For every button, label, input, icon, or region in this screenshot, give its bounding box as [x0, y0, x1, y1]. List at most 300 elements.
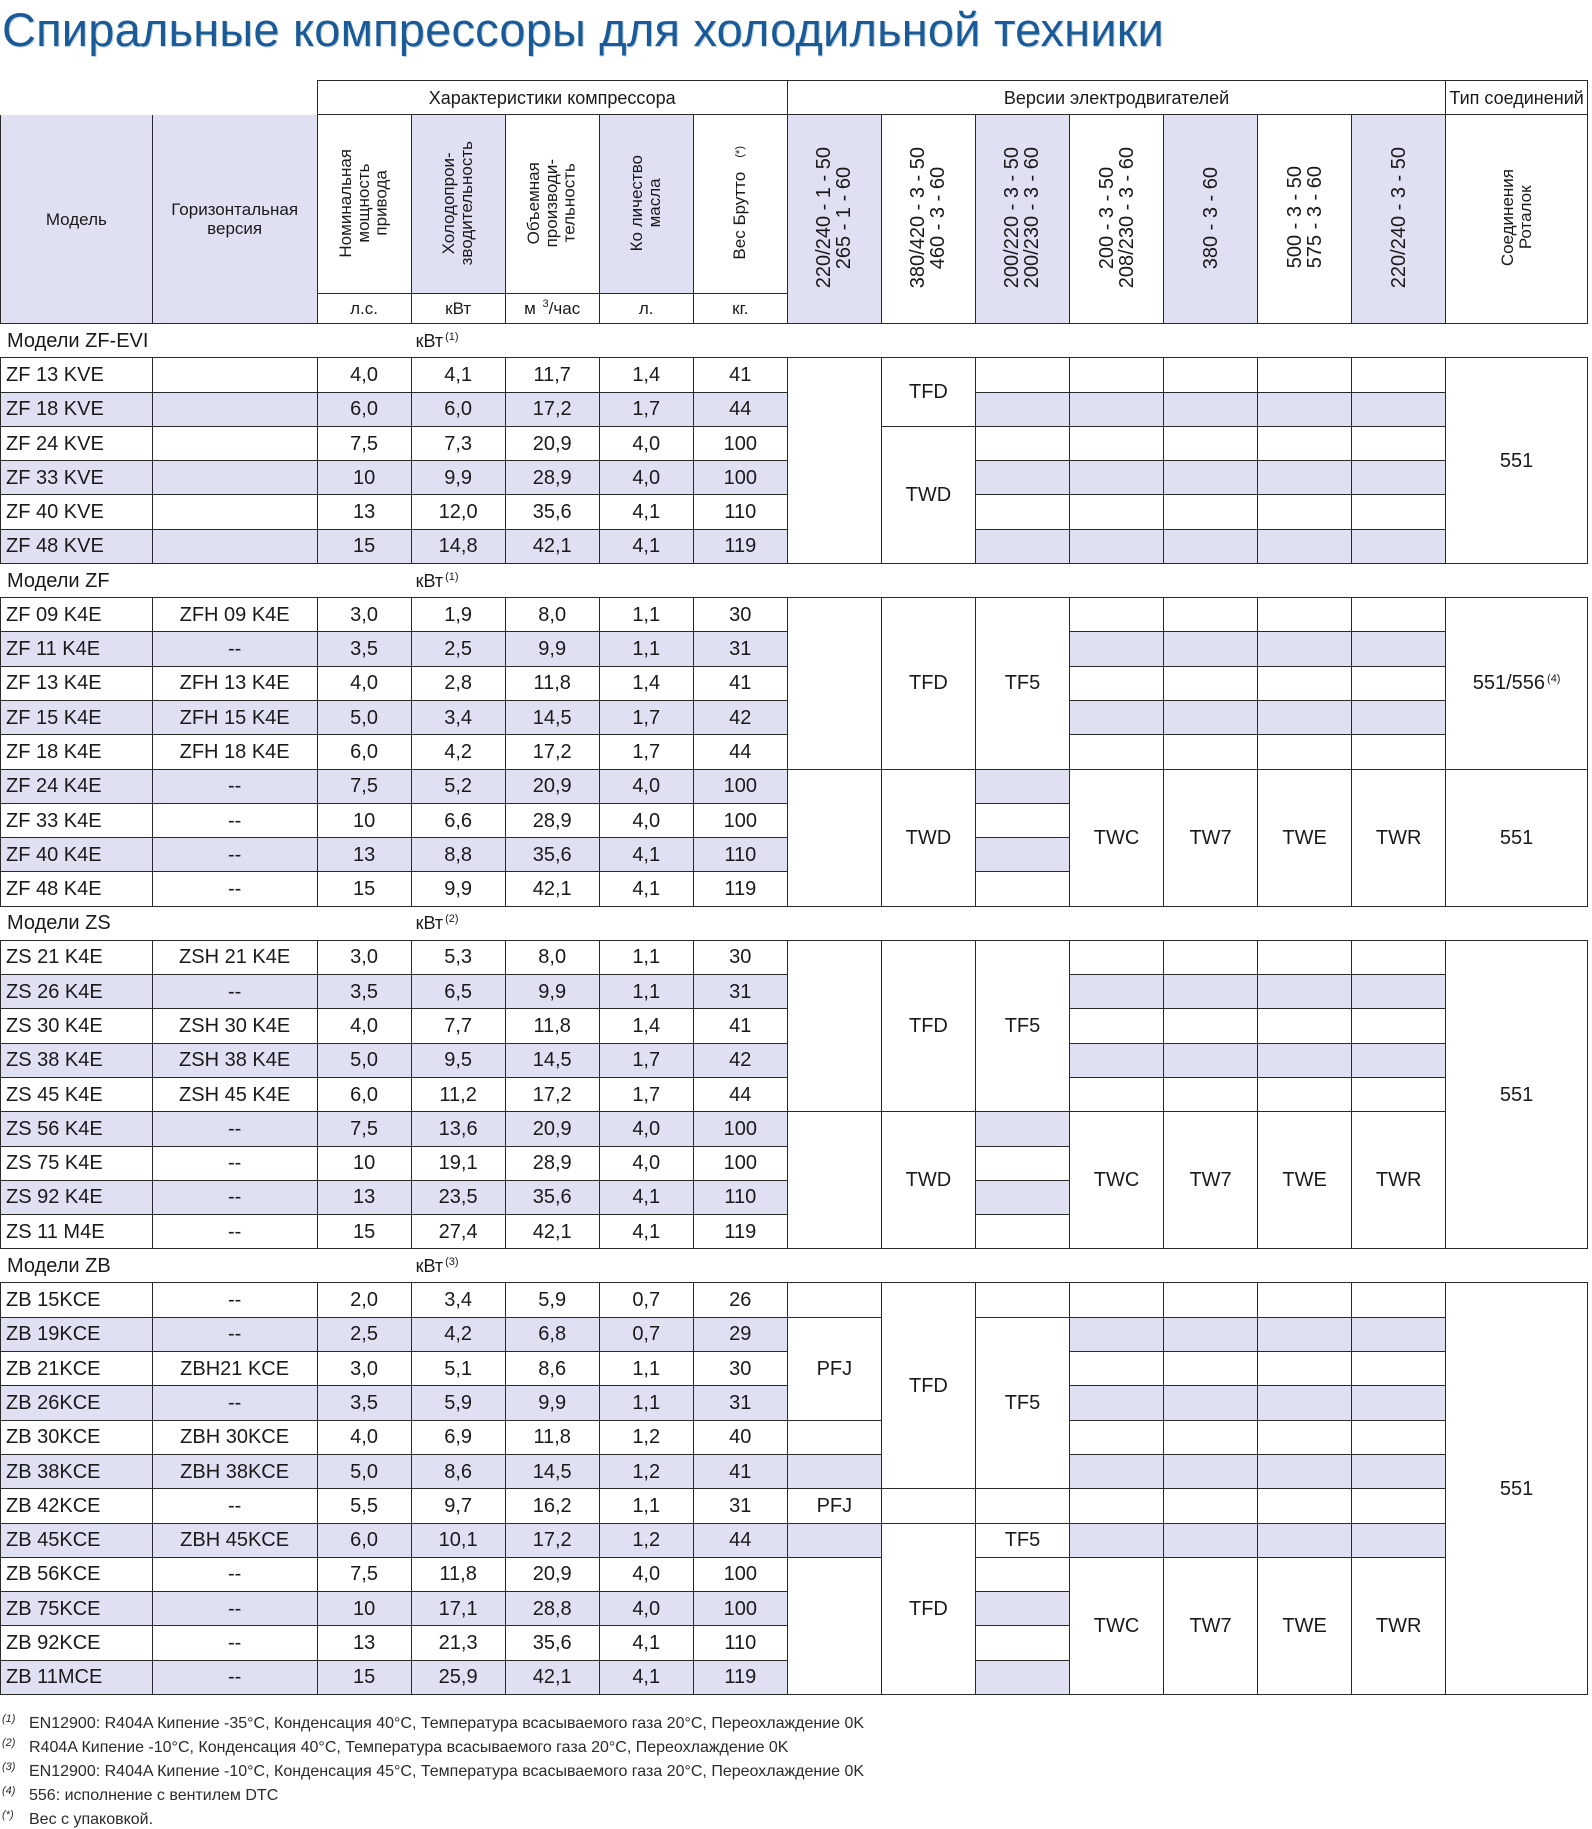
power-cell: 10: [317, 1146, 411, 1180]
section-header-zf: [1, 564, 1588, 598]
section-title: Модели ZF: [1, 564, 318, 598]
horizontal-cell: ZFH 09 K4E: [152, 598, 317, 632]
displacement-cell: 11,8: [505, 1009, 599, 1043]
header-motor-1: 220/240 - 1 - 50 265 - 1 - 60: [787, 115, 881, 324]
model-cell: ZF 13 KVE: [1, 358, 153, 392]
oil-cell: 4,0: [599, 1592, 693, 1626]
weight-cell: 44: [693, 1523, 787, 1557]
model-cell: ZB 30KCE: [1, 1420, 153, 1454]
model-cell: ZS 56 K4E: [1, 1112, 153, 1146]
weight-cell: 110: [693, 1180, 787, 1214]
displacement-cell: 42,1: [505, 1215, 599, 1249]
displacement-cell: 14,5: [505, 1043, 599, 1077]
power-cell: 2,5: [317, 1317, 411, 1351]
connection-cell: 551/556 $^{(4)}$: [1446, 598, 1588, 769]
version-cell: TWC: [1070, 1112, 1164, 1249]
horizontal-cell: ZBH21 KCE: [152, 1352, 317, 1386]
displacement-cell: 14,5: [505, 1454, 599, 1488]
header-displacement: Объемная производи- тельность: [505, 115, 599, 294]
horizontal-cell: ZBH 30KCE: [152, 1420, 317, 1454]
footnote: [2, 1785, 278, 1805]
displacement-cell: 42,1: [505, 529, 599, 563]
section-title: Модели ZS: [1, 906, 318, 940]
oil-cell: 1,2: [599, 1454, 693, 1488]
power-cell: 7,5: [317, 769, 411, 803]
oil-cell: 1,1: [599, 1352, 693, 1386]
displacement-cell: 8,0: [505, 598, 599, 632]
table-row: [1, 1557, 1588, 1591]
weight-cell: 30: [693, 940, 787, 974]
oil-cell: 1,7: [599, 700, 693, 734]
weight-cell: 41: [693, 358, 787, 392]
horizontal-cell: [152, 461, 317, 495]
oil-cell: 4,1: [599, 495, 693, 529]
version-cell: TWC: [1070, 1557, 1164, 1694]
model-cell: ZB 26KCE: [1, 1386, 153, 1420]
displacement-cell: 28,9: [505, 803, 599, 837]
weight-cell: 110: [693, 495, 787, 529]
model-cell: ZF 33 KVE: [1, 461, 153, 495]
displacement-cell: 5,9: [505, 1283, 599, 1317]
unit-displacement: м $^3$/час: [505, 294, 599, 324]
capacity-cell: 9,9: [411, 872, 505, 906]
capacity-cell: 5,1: [411, 1352, 505, 1386]
displacement-cell: 20,9: [505, 769, 599, 803]
weight-cell: 119: [693, 529, 787, 563]
horizontal-cell: [152, 426, 317, 460]
capacity-cell: 10,1: [411, 1523, 505, 1557]
header-motor-6: 500 - 3 - 50 575 - 3 - 60: [1258, 115, 1352, 324]
model-cell: ZS 38 K4E: [1, 1043, 153, 1077]
power-cell: 3,0: [317, 598, 411, 632]
capacity-cell: 14,8: [411, 529, 505, 563]
capacity-cell: 6,5: [411, 975, 505, 1009]
model-cell: ZS 30 K4E: [1, 1009, 153, 1043]
power-cell: 3,0: [317, 1352, 411, 1386]
section-unit: кВт $^{(2)}$: [317, 906, 787, 940]
version-cell: TWD: [881, 1112, 975, 1249]
capacity-cell: 5,9: [411, 1386, 505, 1420]
section-unit: кВт $^{(3)}$: [317, 1249, 787, 1283]
section-title: Модели ZB: [1, 1249, 318, 1283]
horizontal-cell: --: [152, 1386, 317, 1420]
capacity-cell: 9,7: [411, 1489, 505, 1523]
power-cell: 6,0: [317, 1077, 411, 1111]
unit-power: л.с.: [317, 294, 411, 324]
weight-cell: 100: [693, 803, 787, 837]
capacity-cell: 4,2: [411, 735, 505, 769]
displacement-cell: 17,2: [505, 1523, 599, 1557]
displacement-cell: 35,6: [505, 1626, 599, 1660]
power-cell: 6,0: [317, 735, 411, 769]
oil-cell: 4,0: [599, 803, 693, 837]
horizontal-cell: ZBH 45KCE: [152, 1523, 317, 1557]
power-cell: 4,0: [317, 1009, 411, 1043]
model-cell: ZF 33 K4E: [1, 803, 153, 837]
oil-cell: 4,0: [599, 461, 693, 495]
power-cell: 13: [317, 1626, 411, 1660]
version-cell: TF5: [975, 1317, 1069, 1488]
weight-cell: 41: [693, 1009, 787, 1043]
oil-cell: 4,1: [599, 1215, 693, 1249]
capacity-cell: 2,8: [411, 666, 505, 700]
power-cell: 6,0: [317, 392, 411, 426]
capacity-cell: 3,4: [411, 700, 505, 734]
model-cell: ZB 15KCE: [1, 1283, 153, 1317]
horizontal-cell: --: [152, 632, 317, 666]
horizontal-cell: --: [152, 1626, 317, 1660]
weight-cell: 100: [693, 461, 787, 495]
footnote: [2, 1713, 864, 1733]
horizontal-cell: --: [152, 1317, 317, 1351]
horizontal-cell: --: [152, 1489, 317, 1523]
power-cell: 7,5: [317, 1112, 411, 1146]
version-cell: TWD: [881, 769, 975, 906]
model-cell: ZB 11MCE: [1, 1660, 153, 1694]
version-cell: TWD: [881, 426, 975, 563]
displacement-cell: 28,9: [505, 461, 599, 495]
model-cell: ZF 48 K4E: [1, 872, 153, 906]
model-cell: ZF 24 K4E: [1, 769, 153, 803]
power-cell: 3,5: [317, 1386, 411, 1420]
horizontal-cell: ZSH 21 K4E: [152, 940, 317, 974]
oil-cell: 1,1: [599, 632, 693, 666]
horizontal-cell: ZSH 45 K4E: [152, 1077, 317, 1111]
table-row: [1, 1489, 1588, 1523]
capacity-cell: 17,1: [411, 1592, 505, 1626]
footnote-text: 556: исполнение с вентилем DTC: [29, 1786, 279, 1804]
weight-cell: 100: [693, 1592, 787, 1626]
model-cell: ZF 18 KVE: [1, 392, 153, 426]
header-model: Модель: [1, 115, 153, 324]
displacement-cell: 14,5: [505, 700, 599, 734]
table-row: [1, 1317, 1588, 1351]
displacement-cell: 28,8: [505, 1592, 599, 1626]
weight-cell: 26: [693, 1283, 787, 1317]
power-cell: 13: [317, 1180, 411, 1214]
displacement-cell: 9,9: [505, 1386, 599, 1420]
version-cell: TW7: [1164, 1112, 1258, 1249]
oil-cell: 1,7: [599, 735, 693, 769]
weight-cell: 31: [693, 1489, 787, 1523]
horizontal-cell: --: [152, 1557, 317, 1591]
power-cell: 15: [317, 1660, 411, 1694]
power-cell: 15: [317, 529, 411, 563]
version-cell: TFD: [881, 598, 975, 769]
power-cell: 10: [317, 803, 411, 837]
version-cell: PFJ: [787, 1489, 881, 1523]
power-cell: 3,5: [317, 632, 411, 666]
oil-cell: 1,7: [599, 1043, 693, 1077]
power-cell: 10: [317, 1592, 411, 1626]
header-motor-4: 200 - 3 - 50 208/230 - 3 - 60: [1070, 115, 1164, 324]
power-cell: 5,0: [317, 700, 411, 734]
version-cell: TWR: [1352, 1112, 1446, 1249]
weight-cell: 100: [693, 1112, 787, 1146]
oil-cell: 4,0: [599, 769, 693, 803]
footnote-mark: (2): [2, 1736, 16, 1749]
weight-cell: 110: [693, 1626, 787, 1660]
section-header-zs: [1, 906, 1588, 940]
capacity-cell: 25,9: [411, 1660, 505, 1694]
displacement-cell: 8,6: [505, 1352, 599, 1386]
page-title: Спиральные компрессоры для холодильной техники: [2, 3, 1165, 56]
compressor-table: [0, 80, 1588, 1695]
power-cell: 2,0: [317, 1283, 411, 1317]
capacity-cell: 21,3: [411, 1626, 505, 1660]
oil-cell: 4,1: [599, 1660, 693, 1694]
horizontal-cell: --: [152, 1215, 317, 1249]
model-cell: ZS 45 K4E: [1, 1077, 153, 1111]
version-cell: TW7: [1164, 1557, 1258, 1694]
oil-cell: 4,0: [599, 1146, 693, 1180]
weight-cell: 44: [693, 735, 787, 769]
header-connection: Соединения Роталок: [1446, 115, 1588, 324]
displacement-cell: 16,2: [505, 1489, 599, 1523]
version-cell: TFD: [881, 940, 975, 1111]
model-cell: ZB 19KCE: [1, 1317, 153, 1351]
capacity-cell: 19,1: [411, 1146, 505, 1180]
group-connection-type: Тип соединений: [1446, 81, 1588, 115]
model-cell: ZB 75KCE: [1, 1592, 153, 1626]
power-cell: 7,5: [317, 426, 411, 460]
power-cell: 15: [317, 1215, 411, 1249]
power-cell: 4,0: [317, 1420, 411, 1454]
unit-weight: кг.: [693, 294, 787, 324]
horizontal-cell: ZBH 38KCE: [152, 1454, 317, 1488]
footnote: [2, 1761, 864, 1781]
weight-cell: 31: [693, 975, 787, 1009]
power-cell: 6,0: [317, 1523, 411, 1557]
capacity-cell: 8,6: [411, 1454, 505, 1488]
oil-cell: 1,1: [599, 598, 693, 632]
table-row: [1, 1454, 1588, 1488]
displacement-cell: 20,9: [505, 1557, 599, 1591]
weight-cell: 100: [693, 1557, 787, 1591]
section-header-zb: [1, 1249, 1588, 1283]
model-cell: ZB 21KCE: [1, 1352, 153, 1386]
capacity-cell: 7,7: [411, 1009, 505, 1043]
capacity-cell: 3,4: [411, 1283, 505, 1317]
header-motor-5: 380 - 3 - 60: [1164, 115, 1258, 324]
model-cell: ZS 11 M4E: [1, 1215, 153, 1249]
header-motor-7: 220/240 - 3 - 50: [1352, 115, 1446, 324]
model-cell: ZF 11 K4E: [1, 632, 153, 666]
oil-cell: 0,7: [599, 1283, 693, 1317]
model-cell: ZB 45KCE: [1, 1523, 153, 1557]
oil-cell: 1,1: [599, 975, 693, 1009]
version-cell: TF5: [975, 940, 1069, 1111]
oil-cell: 1,4: [599, 358, 693, 392]
capacity-cell: 7,3: [411, 426, 505, 460]
model-cell: ZF 09 K4E: [1, 598, 153, 632]
capacity-cell: 1,9: [411, 598, 505, 632]
connection-cell: 551: [1446, 769, 1588, 906]
capacity-cell: 5,3: [411, 940, 505, 974]
oil-cell: 4,0: [599, 426, 693, 460]
displacement-cell: 20,9: [505, 1112, 599, 1146]
oil-cell: 1,1: [599, 940, 693, 974]
capacity-cell: 11,2: [411, 1077, 505, 1111]
power-cell: 13: [317, 495, 411, 529]
group-characteristics: Характеристики компрессора: [317, 81, 787, 115]
table-row: [1, 1283, 1588, 1317]
capacity-cell: 13,6: [411, 1112, 505, 1146]
table-row: [1, 1112, 1588, 1146]
weight-cell: 30: [693, 598, 787, 632]
model-cell: ZF 40 KVE: [1, 495, 153, 529]
version-cell: TWR: [1352, 1557, 1446, 1694]
header-oil: Ко личество масла: [599, 115, 693, 294]
horizontal-cell: ZFH 18 K4E: [152, 735, 317, 769]
model-cell: ZS 92 K4E: [1, 1180, 153, 1214]
weight-cell: 100: [693, 1146, 787, 1180]
oil-cell: 1,7: [599, 1077, 693, 1111]
capacity-cell: 6,6: [411, 803, 505, 837]
capacity-cell: 11,8: [411, 1557, 505, 1591]
capacity-cell: 12,0: [411, 495, 505, 529]
footnote-text: R404A Кипение -10°C, Конденсация 40°C, Температура всасываемого газа 20°C, Переохлаждение 0K: [29, 1738, 789, 1756]
power-cell: 3,5: [317, 975, 411, 1009]
weight-cell: 100: [693, 769, 787, 803]
power-cell: 10: [317, 461, 411, 495]
oil-cell: 4,1: [599, 872, 693, 906]
horizontal-cell: --: [152, 975, 317, 1009]
weight-cell: 41: [693, 1454, 787, 1488]
displacement-cell: 35,6: [505, 1180, 599, 1214]
displacement-cell: 42,1: [505, 872, 599, 906]
table-row: [1, 940, 1588, 974]
header-power: Номинальная мощность привода: [317, 115, 411, 294]
power-cell: 15: [317, 872, 411, 906]
model-cell: ZB 56KCE: [1, 1557, 153, 1591]
footnote: [2, 1809, 153, 1829]
oil-cell: 1,4: [599, 1009, 693, 1043]
power-cell: 4,0: [317, 666, 411, 700]
unit-capacity: кВт: [411, 294, 505, 324]
horizontal-cell: ZFH 13 K4E: [152, 666, 317, 700]
oil-cell: 1,2: [599, 1523, 693, 1557]
horizontal-cell: --: [152, 1112, 317, 1146]
model-cell: ZF 15 K4E: [1, 700, 153, 734]
weight-cell: 41: [693, 666, 787, 700]
horizontal-cell: --: [152, 1180, 317, 1214]
displacement-cell: 6,8: [505, 1317, 599, 1351]
displacement-cell: 8,0: [505, 940, 599, 974]
footnote-mark: (3): [2, 1760, 16, 1773]
oil-cell: 4,1: [599, 529, 693, 563]
table-row: [1, 1523, 1588, 1557]
capacity-cell: 4,1: [411, 358, 505, 392]
oil-cell: 0,7: [599, 1317, 693, 1351]
version-cell: TF5: [975, 598, 1069, 769]
version-cell: TF5: [975, 1523, 1069, 1557]
header-horizontal: Горизонтальная версия: [152, 115, 317, 324]
version-cell: TW7: [1164, 769, 1258, 906]
displacement-cell: 35,6: [505, 495, 599, 529]
oil-cell: 1,1: [599, 1489, 693, 1523]
footnote-mark: (4): [2, 1784, 16, 1797]
group-motor-versions: Версии электродвигателей: [787, 81, 1445, 115]
version-cell: TWE: [1258, 1112, 1352, 1249]
weight-cell: 44: [693, 392, 787, 426]
model-cell: ZB 38KCE: [1, 1454, 153, 1488]
model-cell: ZF 48 KVE: [1, 529, 153, 563]
oil-cell: 1,7: [599, 392, 693, 426]
horizontal-cell: [152, 392, 317, 426]
displacement-cell: 17,2: [505, 735, 599, 769]
capacity-cell: 9,9: [411, 461, 505, 495]
displacement-cell: 20,9: [505, 426, 599, 460]
connection-cell: 551: [1446, 1283, 1588, 1695]
footnote: [2, 1737, 788, 1757]
power-cell: 7,5: [317, 1557, 411, 1591]
horizontal-cell: [152, 358, 317, 392]
capacity-cell: 6,9: [411, 1420, 505, 1454]
horizontal-cell: --: [152, 872, 317, 906]
version-cell: TFD: [881, 1283, 975, 1489]
footnote-text: Вес с упаковкой.: [29, 1810, 154, 1828]
oil-cell: 4,1: [599, 838, 693, 872]
version-cell: PFJ: [787, 1317, 881, 1420]
horizontal-cell: --: [152, 1592, 317, 1626]
displacement-cell: 17,2: [505, 1077, 599, 1111]
displacement-cell: 9,9: [505, 632, 599, 666]
table-row: [1, 1420, 1588, 1454]
power-cell: 5,0: [317, 1454, 411, 1488]
capacity-cell: 27,4: [411, 1215, 505, 1249]
weight-cell: 119: [693, 872, 787, 906]
capacity-cell: 23,5: [411, 1180, 505, 1214]
unit-oil: л.: [599, 294, 693, 324]
version-cell: TFD: [881, 358, 975, 427]
horizontal-cell: --: [152, 803, 317, 837]
table-row: [1, 598, 1588, 632]
weight-cell: 31: [693, 1386, 787, 1420]
oil-cell: 1,4: [599, 666, 693, 700]
weight-cell: 100: [693, 426, 787, 460]
model-cell: ZS 26 K4E: [1, 975, 153, 1009]
footnote-mark: (1): [2, 1712, 16, 1725]
capacity-cell: 8,8: [411, 838, 505, 872]
oil-cell: 4,0: [599, 1557, 693, 1591]
displacement-cell: 11,7: [505, 358, 599, 392]
power-cell: 5,0: [317, 1043, 411, 1077]
table-row: [1, 358, 1588, 392]
model-cell: ZF 24 KVE: [1, 426, 153, 460]
oil-cell: 4,0: [599, 1112, 693, 1146]
table-row: [1, 769, 1588, 803]
capacity-cell: 5,2: [411, 769, 505, 803]
section-unit: кВт $^{(1)}$: [317, 564, 787, 598]
displacement-cell: 11,8: [505, 666, 599, 700]
capacity-cell: 9,5: [411, 1043, 505, 1077]
header-motor-3: 200/220 - 3 - 50 200/230 - 3 - 60: [975, 115, 1069, 324]
weight-cell: 42: [693, 700, 787, 734]
model-cell: ZB 92KCE: [1, 1626, 153, 1660]
displacement-cell: 9,9: [505, 975, 599, 1009]
capacity-cell: 6,0: [411, 392, 505, 426]
model-cell: ZS 75 K4E: [1, 1146, 153, 1180]
header-weight: Вес Брутто (*): [693, 115, 787, 294]
horizontal-cell: --: [152, 769, 317, 803]
footnote-text: EN12900: R404A Кипение -10°C, Конденсация 45°C, Температура всасываемого газа 20°C, Переохлаждение 0K: [29, 1762, 865, 1780]
section-title: Модели ZF-EVI: [1, 324, 318, 358]
horizontal-cell: ZSH 30 K4E: [152, 1009, 317, 1043]
model-cell: ZS 21 K4E: [1, 940, 153, 974]
weight-cell: 119: [693, 1660, 787, 1694]
oil-cell: 1,2: [599, 1420, 693, 1454]
